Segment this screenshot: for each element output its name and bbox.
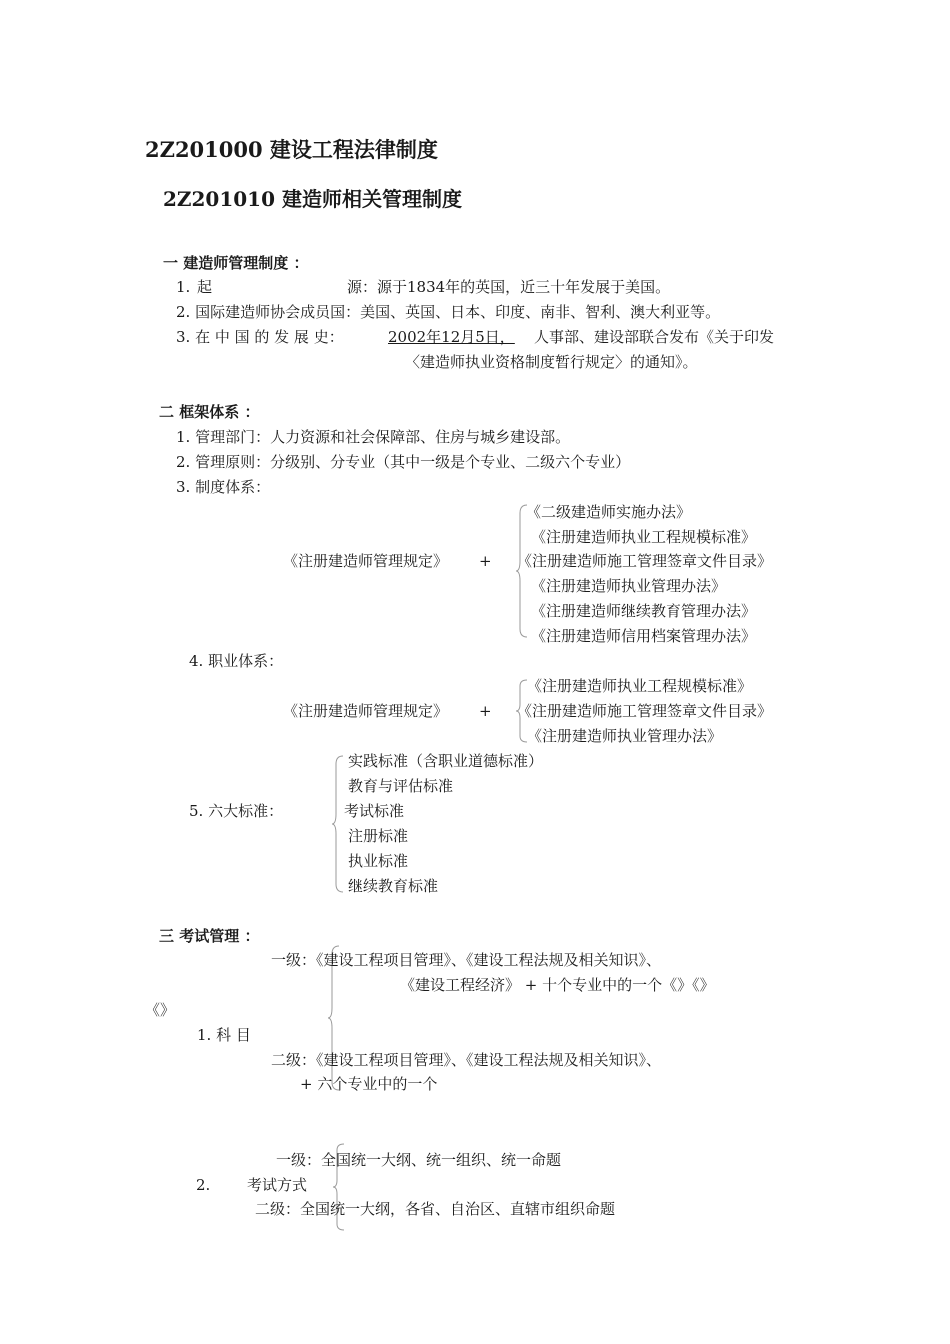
standard-item-3: 考试标准 — [344, 802, 405, 820]
s1-item2: 2. 国际建造师协会成员国：美国、英国、日本、印度、南非、智利、澳大利亚等。 — [176, 303, 721, 321]
system-left-regulation: 《注册建造师管理规定》 — [283, 552, 449, 570]
system-brace — [516, 505, 530, 637]
system-right-item-2: 《注册建造师执业工程规模标准》 — [531, 528, 757, 546]
s2-item3: 3. 制度体系： — [176, 478, 271, 496]
system-right-item-3: 《注册建造师施工管理签章文件目录》 — [517, 552, 773, 570]
section-1-title: 一 建造师管理制度 ： — [163, 254, 309, 272]
s2-item2: 2. 管理原则：分级别、分专业（其中一级是个专业、二级六个专业） — [176, 453, 631, 471]
job-right-item-3: 《注册建造师执业管理办法》 — [527, 727, 723, 745]
standard-item-6: 继续教育标准 — [348, 877, 439, 895]
standard-item-1: 实践标准（含职业道德标准） — [348, 752, 544, 770]
exam-method-level1: 一级：全国统一大纲、统一组织、统一命题 — [276, 1151, 562, 1169]
s1-item3-continuation: 〈建造师执业资格制度暂行规定〉的通知》。 — [405, 353, 698, 371]
s2-item4: 4. 职业体系： — [189, 652, 284, 670]
job-right-item-1: 《注册建造师执业工程规模标准》 — [527, 677, 753, 695]
s1-item3-text: 人事部、建设部联合发布《关于印发 — [534, 328, 775, 346]
system-right-item-1: 《二级建造师实施办法》 — [526, 503, 692, 521]
subject-level2-line1: 二级：《建设工程项目管理》、《建设工程法规及相关知识》、 — [271, 1051, 662, 1069]
standard-item-4: 注册标准 — [348, 827, 409, 845]
job-plus: + — [479, 702, 492, 720]
s1-item1-text: 源：源于1834年的英国，近三十年发展于美国。 — [347, 278, 671, 296]
subject-label: 1. 科 目 — [197, 1026, 251, 1044]
subject-level1-line1: 一级：《建设工程项目管理》、《建设工程法规及相关知识》、 — [271, 951, 662, 969]
standard-item-5: 执业标准 — [348, 852, 409, 870]
s2-item1: 1. 管理部门：人力资源和社会保障部、住房与城乡建设部。 — [176, 428, 571, 446]
section-subtitle: 2Z201010 建造师相关管理制度 — [163, 187, 462, 211]
system-right-item-5: 《注册建造师继续教育管理办法》 — [531, 602, 757, 620]
exam-method-number: 2. — [196, 1176, 211, 1194]
job-right-item-2: 《注册建造师施工管理签章文件目录》 — [517, 702, 773, 720]
section-3-title: 三 考试管理 ： — [159, 927, 260, 945]
subject-level2-line2: + 六个专业中的一个 — [300, 1075, 438, 1093]
s1-item3-label: 3. 在 中 国 的 发 展 史： — [176, 328, 344, 346]
exam-method-label: 考试方式 — [247, 1176, 308, 1194]
system-right-item-6: 《注册建造师信用档案管理办法》 — [531, 627, 757, 645]
s1-item1-number: 1. — [176, 278, 191, 296]
subject-level1-line2: 《建设工程经济》 + 十个专业中的一个《》《》 — [400, 976, 715, 994]
exam-method-level2: 二级：全国统一大纲，各省、自治区、直辖市组织命题 — [255, 1200, 616, 1218]
system-plus: + — [479, 552, 492, 570]
subject-level1-line3: 《》 — [145, 1001, 176, 1019]
document-title: 2Z201000 建设工程法律制度 — [145, 137, 438, 162]
s1-item3-date: 2002年12月5日， — [388, 328, 515, 346]
s2-item5: 5. 六大标准： — [189, 802, 284, 820]
s1-item1-label: 起 — [197, 278, 213, 296]
standards-brace — [332, 756, 346, 892]
system-right-item-4: 《注册建造师执业管理办法》 — [531, 577, 727, 595]
section-2-title: 二 框架体系 ： — [159, 403, 260, 421]
job-left-regulation: 《注册建造师管理规定》 — [283, 702, 449, 720]
standard-item-2: 教育与评估标准 — [348, 777, 454, 795]
